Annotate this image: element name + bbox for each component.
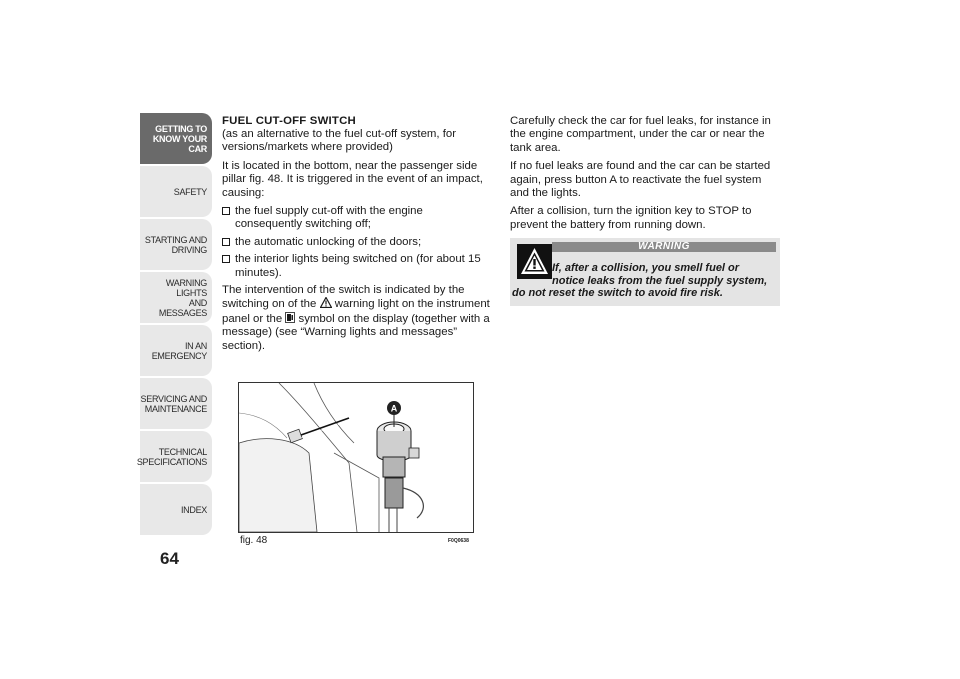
paragraph-reactivate: If no fuel leaks are found and the car can be started again, press button A to reactivate the fuel system and the lights. [510,160,771,200]
paragraph-intervention [222,284,492,353]
tab-label: IN AN EMERGENCY [151,340,207,361]
paragraph-location: It is located in the bottom, near the passenger side pillar fig. 48. It is triggered in the event of an impact, causing: [222,159,483,199]
tab-servicing[interactable] [140,378,212,429]
warning-title: WARNING [552,242,776,252]
tab-label: INDEX [180,504,207,515]
list-item-text: the automatic unlocking of the doors; [235,235,422,248]
checkbox-bullet-icon [222,207,230,215]
tab-starting-and-driving[interactable] [140,219,212,270]
tab-label: WARNING LIGHTS AND MESSAGES [158,277,207,318]
paragraph-text-a: The intervention of the switch is indicated by the switching on of the [222,284,465,311]
list-item-text: the interior lights being switched on (for about 15 minutes). [235,253,481,279]
tab-technical-specifications[interactable] [136,431,212,482]
warning-light-icon [320,297,332,308]
warning-text [512,262,780,300]
list-item-text: the fuel supply cut-off with the engine consequently switching off; [235,205,423,231]
left-column [222,115,492,358]
figure-code: F0Q0638 [448,538,469,544]
tab-getting-to-know-your-car[interactable] [140,113,212,164]
tab-label: GETTING TO KNOW YOUR CAR [152,123,207,154]
paragraph-text-c: symbol on the display (together with a message) (see “Warning lights and messages” section). [222,312,490,352]
paragraph-battery: After a collision, turn the ignition key to STOP to prevent the battery from running down. [510,205,752,231]
tab-label: SERVICING AND MAINTENANCE [140,393,207,414]
tab-label: STARTING AND DRIVING [144,234,207,255]
right-column [510,115,778,237]
paragraph-check-leaks: Carefully check the car for fuel leaks, for instance in the engine compartment, under the car or near the tank area. [510,115,771,154]
section-subheading: (as an alternative to the fuel cut-off system, for versions/markets where provided) [222,128,457,154]
warning-line: If, after a collision, you smell fuel or [552,262,740,274]
tab-label: SAFETY [173,186,207,197]
warning-line: do not reset the switch to avoid fire risk. [512,287,723,299]
callout-label: A [390,403,398,414]
fuel-cutoff-symbol-icon [285,312,295,323]
warning-line: notice leaks from the fuel supply system, [552,274,768,287]
fuel-cutoff-switch-illustration [239,383,473,532]
figure-illustration [238,382,474,533]
section-heading: FUEL CUT-OFF SWITCH [222,115,356,127]
tab-label: TECHNICAL SPECIFICATIONS [136,446,207,467]
list-item [222,205,492,232]
tab-in-an-emergency[interactable] [140,325,212,376]
chapter-tabs [136,113,212,537]
tab-warning-lights[interactable] [140,272,212,323]
tab-index[interactable] [140,484,212,535]
list-item [222,236,492,249]
checkbox-bullet-icon [222,255,230,263]
checkbox-bullet-icon [222,238,230,246]
figure-caption: fig. 48 [240,535,268,546]
page-number: 64 [160,549,179,568]
tab-safety[interactable] [140,166,212,217]
list-item [222,253,492,280]
paragraph-text-b: warning light on the instrument panel or the [222,298,490,325]
warning-box [510,238,780,306]
